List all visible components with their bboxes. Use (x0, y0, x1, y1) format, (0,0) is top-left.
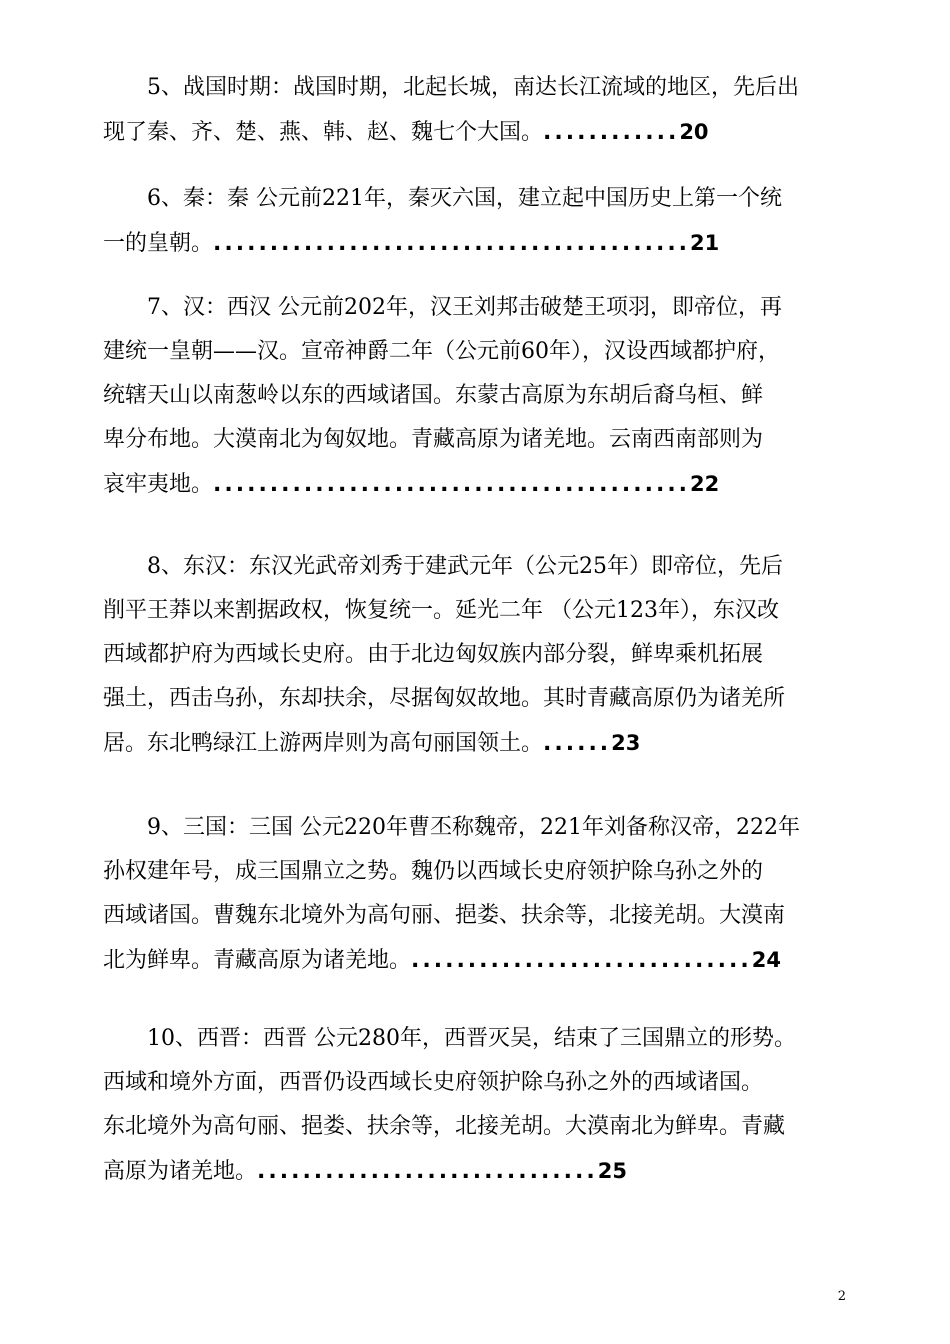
entry-line: 5、战国时期：战国时期，北起长城，南达长江流域的地区，先后出 (147, 75, 799, 100)
page-reference[interactable]: 21 (690, 231, 720, 255)
entry-line: 孙权建年号，成三国鼎立之势。魏仍以西域长史府领护除乌孙之外的 (103, 859, 764, 884)
entry-line: 一的皇朝。 (103, 231, 214, 256)
page-number: 2 (837, 1289, 846, 1304)
entry-line: 西域都护府为西域长史府。由于北边匈奴族内部分裂，鲜卑乘机拓展 (103, 642, 764, 667)
toc-entry-6 (103, 177, 855, 265)
entry-line: 现了秦、齐、楚、燕、韩、赵、魏七个大国。 (103, 120, 544, 145)
entry-line: 6、秦：秦 公元前221年，秦灭六国，建立起中国历史上第一个统 (147, 186, 782, 211)
entry-line: 哀牢夷地。 (103, 472, 214, 497)
entry-last-line (103, 110, 855, 154)
entry-line: 10、西晋：西晋 公元280年，西晋灭吴，结束了三国鼎立的形势。 (147, 1026, 796, 1051)
page-reference[interactable]: 20 (679, 120, 709, 144)
entry-line: 居。东北鸭绿江上游两岸则为高句丽国领土。 (103, 731, 544, 756)
entry-last-line (103, 938, 855, 982)
entry-line: 强土，西击乌孙，东却扶余，尽据匈奴故地。其时青藏高原仍为诸羌所 (103, 686, 786, 711)
dot-leader: .............................. (257, 1159, 598, 1184)
page-reference[interactable]: 22 (690, 472, 720, 496)
dot-leader: .......................................... (213, 472, 691, 497)
entry-line: 建统一皇朝——汉。宣帝神爵二年（公元前60年），汉设西域都护府， (103, 339, 780, 364)
page-reference[interactable]: 24 (751, 948, 781, 972)
entry-last-line (103, 721, 855, 765)
page-reference[interactable]: 23 (611, 731, 641, 755)
entry-line: 统辖天山以南葱岭以东的西域诸国。东蒙古高原为东胡后裔乌桓、鲜 (103, 383, 764, 408)
entry-line: 东北境外为高句丽、挹娄、扶余等，北接羌胡。大漠南北为鲜卑。青藏 (103, 1114, 786, 1139)
toc-entry-9 (103, 806, 855, 982)
entry-line: 卑分布地。大漠南北为匈奴地。青藏高原为诸羌地。云南西南部则为 (103, 427, 764, 452)
toc-entry-7 (103, 286, 855, 506)
entry-line: 西域和境外方面，西晋仍设西域长史府领护除乌孙之外的西域诸国。 (103, 1070, 764, 1095)
toc-entry-5 (103, 66, 855, 154)
page-reference[interactable]: 25 (597, 1159, 627, 1183)
entry-line: 高原为诸羌地。 (103, 1159, 258, 1184)
entry-line: 7、汉：西汉 公元前202年，汉王刘邦击破楚王项羽，即帝位，再 (147, 295, 782, 320)
toc-entry-8 (103, 545, 855, 765)
toc-entry-10 (103, 1017, 855, 1193)
entry-last-line (103, 462, 855, 506)
entry-last-line (103, 1149, 855, 1193)
dot-leader: ............ (543, 120, 680, 145)
entry-last-line (103, 221, 855, 265)
entry-line: 北为鲜卑。青藏高原为诸羌地。 (103, 948, 412, 973)
entry-line: 8、东汉：东汉光武帝刘秀于建武元年（公元25年）即帝位，先后 (147, 554, 783, 579)
entry-line: 削平王莽以来割据政权，恢复统一。延光二年 （公元123年），东汉改 (103, 598, 779, 623)
dot-leader: .............................. (411, 948, 752, 973)
entry-line: 西域诸国。曹魏东北境外为高句丽、挹娄、扶余等，北接羌胡。大漠南 (103, 903, 786, 928)
dot-leader: ...... (543, 731, 612, 756)
entry-line: 9、三国：三国 公元220年曹丕称魏帝，221年刘备称汉帝，222年 (147, 815, 800, 840)
dot-leader: .......................................... (213, 231, 691, 256)
